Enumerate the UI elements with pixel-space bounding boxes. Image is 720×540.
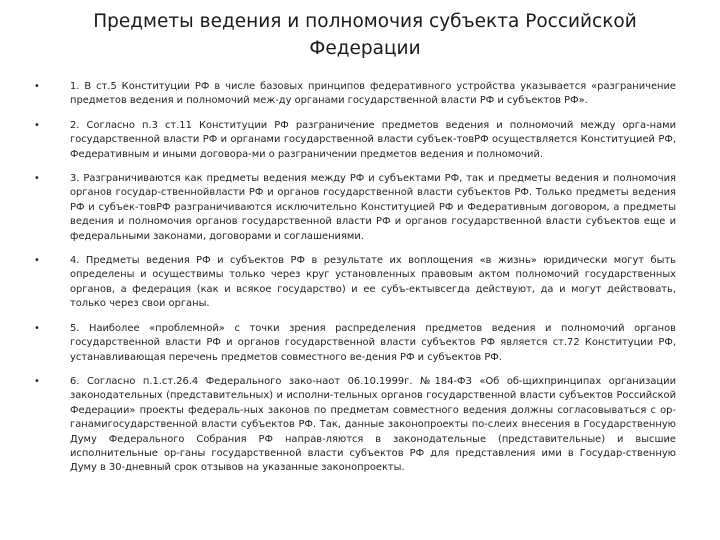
list-item-text: 6. Согласно п.1.ст.26.4 Федерального зако-наот 06.10.1999г. №184-ФЗ «Об об-щихпринципах организации законодательных (представительных) и исполни-тельных органов государственной власти субъектов Российской Федерации» проекты федераль-ных законов по предметам совместного ведения должны согласовываться с ор-ганамигосударственной власти субъектов РФ. Так, данные законопроекты по-слеих внесения в Государственную Думу Федерального Собрания РФ направ-ляются в законодательные (представительные) и высшие исполнительные ор-ганы государственной власти субъектов РФ для представления ими в Государ-ственную Думу в 30-дневный срок отзывов на указанные законопроекты. (70, 375, 676, 474)
list-item (34, 322, 676, 365)
list-item (34, 80, 676, 109)
list-item (34, 119, 676, 162)
bullet-marker: • (34, 322, 40, 334)
bullet-marker: • (34, 375, 40, 387)
list-item-text: 5. Наиболее «проблемной» с точки зрения распределения предметов ведения и полномочий органов государственной власти РФ и органов государственной власти субъектов РФ является ст.72 Конституции РФ, устанавливающая перечень предметов совместного ве-дения РФ и субъектов РФ. (70, 322, 676, 363)
slide-title: Предметы ведения и полномочия субъекта Российской Федерации (93, 11, 637, 59)
list-item-text: 3. Разграничиваются как предметы ведения между РФ и субъектами РФ, так и предметы ведения и полномочия органов государ-ственнойвласти РФ и органов государственной власти субъектов РФ. Только предметы ведения РФ и субъек-товРФ разграничиваются исключительно Конституцией РФ и Федеративным договором, а предметы ведения и полномочия органов государственной власти РФ и органов государственной власти субъектов еще и федеральными законами, договорами и соглашениями. (70, 173, 676, 242)
list-item-text: 2. Согласно п.3 ст.11 Конституции РФ разграничение предметов ведения и полномочий между орга-нами государственной власти РФ и органами государственной власти субъек-товРФ осуществляется Конституцией РФ, Федеративным и иными договора-ми о разграничении предметов ведения и полномочий. (70, 119, 676, 160)
list-item-text: 4. Предметы ведения РФ и субъектов РФ в результате их воплощения «в жизнь» юридически могут быть определены и осуществимы только через круг установленных правовым актом полномочий государственных органов, а федерация (как и всякое государство) и ее субъ-ектывсегда действуют, да и могут действовать, только через свои органы. (70, 255, 676, 310)
list-item-text: 1. В ст.5 Конституции РФ в числе базовых принципов федеративного устройства указывается «разграничение предметов ведения и полномочий меж-ду органами государственной власти РФ и субъектов РФ». (70, 81, 676, 107)
list-item (34, 375, 676, 476)
bullet-marker: • (34, 119, 40, 131)
bullet-marker: • (34, 81, 40, 92)
list-item (34, 254, 676, 312)
list-item (34, 172, 676, 244)
bullet-marker: • (34, 173, 40, 185)
bullet-list (34, 80, 676, 476)
bullet-marker: • (34, 255, 40, 267)
